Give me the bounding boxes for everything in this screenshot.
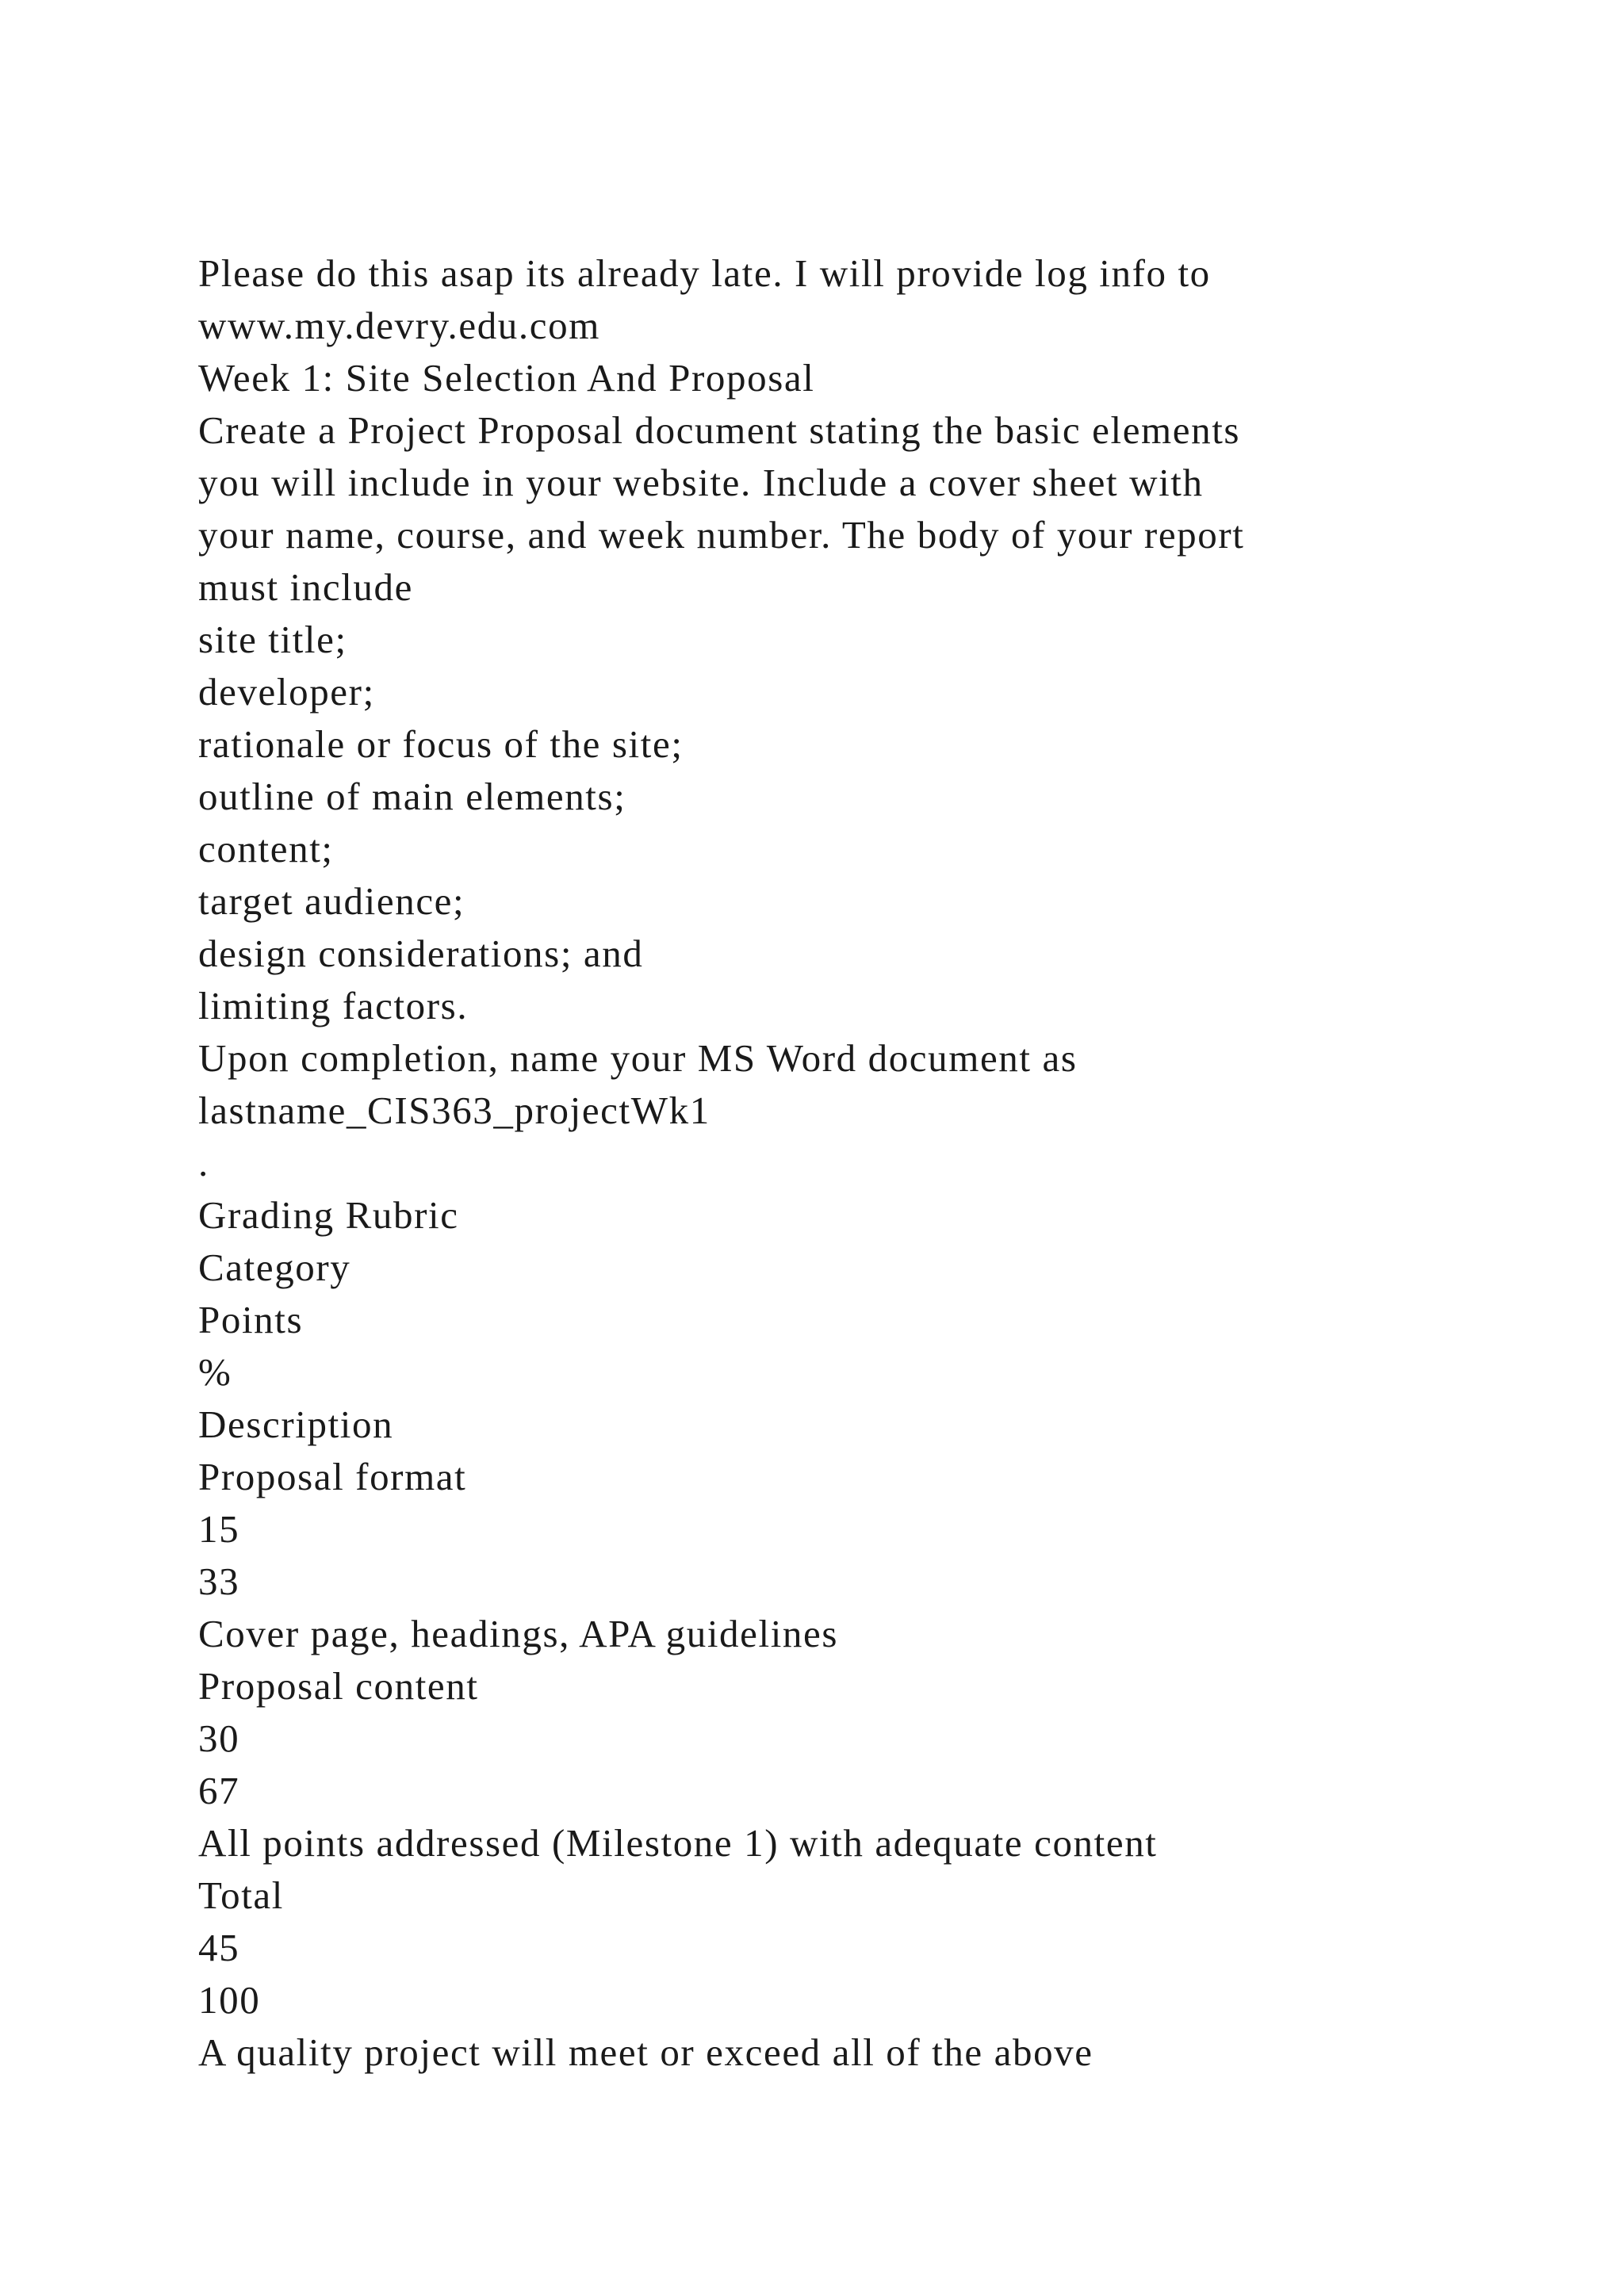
rubric-row-content-percent: 67	[198, 1769, 240, 1812]
instruction-line-2: you will include in your website. Include a cover sheet with	[198, 461, 1204, 504]
rubric-row-format-description: Cover page, headings, APA guidelines	[198, 1612, 839, 1655]
week-title: Week 1: Site Selection And Proposal	[198, 356, 815, 400]
request-line-1: Please do this asap its already late. I will provide log info to	[198, 251, 1211, 295]
rubric-row-total-points: 45	[198, 1926, 240, 1969]
rubric-header-percent: %	[198, 1350, 232, 1394]
rubric-row-content-points: 30	[198, 1716, 240, 1760]
requirement-content: content;	[198, 827, 334, 871]
rubric-row-content-category: Proposal content	[198, 1664, 479, 1708]
rubric-row-format-percent: 33	[198, 1559, 240, 1603]
instruction-line-4: must include	[198, 565, 413, 609]
rubric-row-format-category: Proposal format	[198, 1455, 467, 1498]
rubric-heading: Grading Rubric	[198, 1193, 459, 1237]
requirement-site-title: site title;	[198, 618, 347, 661]
requirement-audience: target audience;	[198, 879, 465, 923]
naming-instruction: Upon completion, name your MS Word document as	[198, 1036, 1078, 1080]
rubric-row-total-description: A quality project will meet or exceed all of the above	[198, 2030, 1094, 2074]
requirement-outline: outline of main elements;	[198, 775, 626, 818]
rubric-row-content-description: All points addressed (Milestone 1) with adequate content	[198, 1821, 1158, 1865]
document-body	[198, 247, 1483, 2079]
rubric-row-total-percent: 100	[198, 1978, 261, 2022]
rubric-row-format-points: 15	[198, 1507, 240, 1551]
file-name: lastname_CIS363_projectWk1	[198, 1089, 710, 1132]
requirement-limiting: limiting factors.	[198, 984, 469, 1027]
rubric-row-total-category: Total	[198, 1873, 284, 1917]
rubric-header-category: Category	[198, 1246, 351, 1289]
request-line-2: www.my.devry.edu.com	[198, 304, 600, 347]
instruction-line-3: your name, course, and week number. The body of your report	[198, 513, 1245, 557]
requirement-developer: developer;	[198, 670, 375, 714]
requirement-design: design considerations; and	[198, 932, 644, 975]
rubric-header-description: Description	[198, 1402, 394, 1446]
instruction-line-1: Create a Project Proposal document stating the basic elements	[198, 408, 1241, 452]
requirement-rationale: rationale or focus of the site;	[198, 722, 684, 766]
period-line: .	[198, 1141, 209, 1184]
rubric-header-points: Points	[198, 1298, 304, 1341]
